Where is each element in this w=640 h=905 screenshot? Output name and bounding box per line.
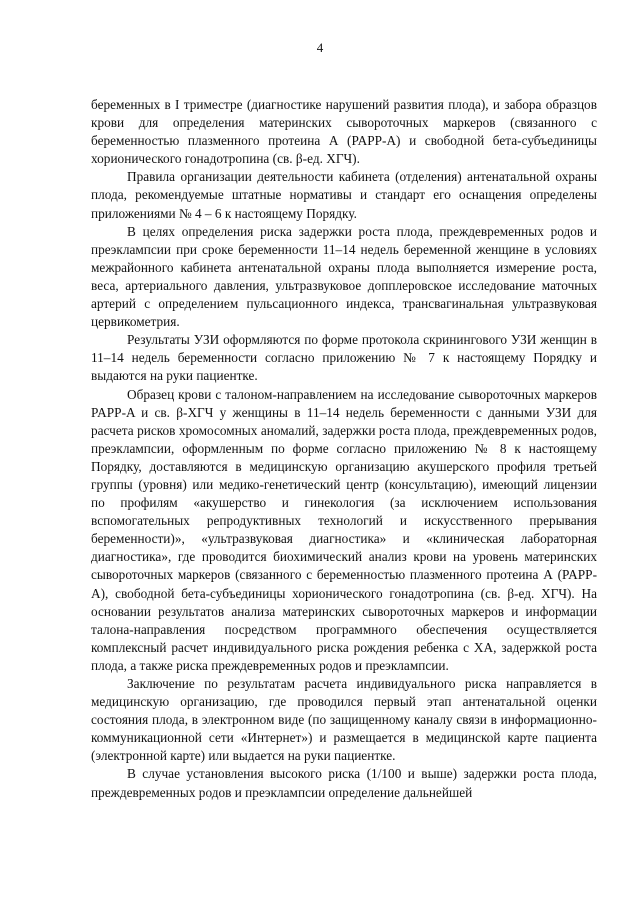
paragraph-7: В случае установления высокого риска (1/100 и выше) задержки роста плода, преждевременных родов и преэклампсии определение дальнейшей [91, 766, 597, 800]
paragraph-1: беременных в I триместре (диагностике нарушений развития плода), и забора образцов крови для определения материнских сывороточных маркеров (связанного с беременностью плазменного протеина А (PAPP-A) и свободной бета-субъединицы хорионического гонадотропина (св. β-ед. ХГЧ). [91, 97, 597, 167]
paragraph-3: В целях определения риска задержки роста плода, преждевременных родов и преэклампсии при сроке беременности 11–14 недель беременной женщине в условиях межрайонного кабинета антенатальной охраны плода выполняется измерение роста, веса, артериального давления, ультразвуковое допплеровское исследование маточных артерий с определением пульсационного индекса, трансвагинальная ультразвуковая цервикометрия. [91, 223, 597, 330]
page-number: 4 [316, 40, 324, 55]
paragraph-5: Образец крови с талоном-направлением на исследование сывороточных маркеров PAPP-A и св. β-ХГЧ у женщины в 11–14 недель беременности с данными УЗИ для расчета рисков хромосомных аномалий, задержки роста плода, преждевременных родов, преэклампсии, оформленным по форме согласно приложению № 8 к настоящему Порядку, доставляются в медицинскую организацию акушерского профиля третьей группы (уровня) или медико-генетический центр (консультацию), имеющий лицензии по профилям «акушерство и гинекология (за исключением использования вспомогательных репродуктивных технологий и искусственного прерывания беременности)», «ультразвуковая диагностика» и «клиническая лабораторная диагностика», где проводится биохимический анализ крови на уровень материнских сывороточных маркеров (связанного с беременностью плазменного протеина А (PAPP-A), свободной бета-субъединицы хорионического гонадотропина (св. β-ед. ХГЧ). На основании результатов анализа материнских сывороточных маркеров и информации талона-направления посредством программного обеспечения осуществляется комплексный расчет индивидуального риска рождения ребенка с ХА, задержкой роста плода, а также риска преждевременных родов и преэклампсии. [91, 386, 597, 673]
paragraph-6: Заключение по результатам расчета индивидуального риска направляется в медицинскую организацию, где проводился первый этап антенатальной оценки состояния плода, в электронном виде (по защищенному каналу связи в информационно-коммуникационной сети «Интернет») и размещается в медицинской карте пациента (электронной карте) или выдается на руки пациентке. [91, 676, 597, 764]
document-body [91, 96, 597, 802]
paragraph-4: Результаты УЗИ оформляются по форме протокола скринингового УЗИ женщин в 11–14 недель беременности согласно приложению № 7 к настоящему Порядку и выдаются на руки пациентке. [91, 332, 597, 384]
paragraph-2: Правила организации деятельности кабинета (отделения) антенатальной охраны плода, рекомендуемые штатные нормативы и стандарт его оснащения определены приложениями № 4 – 6 к настоящему Порядку. [91, 169, 597, 221]
